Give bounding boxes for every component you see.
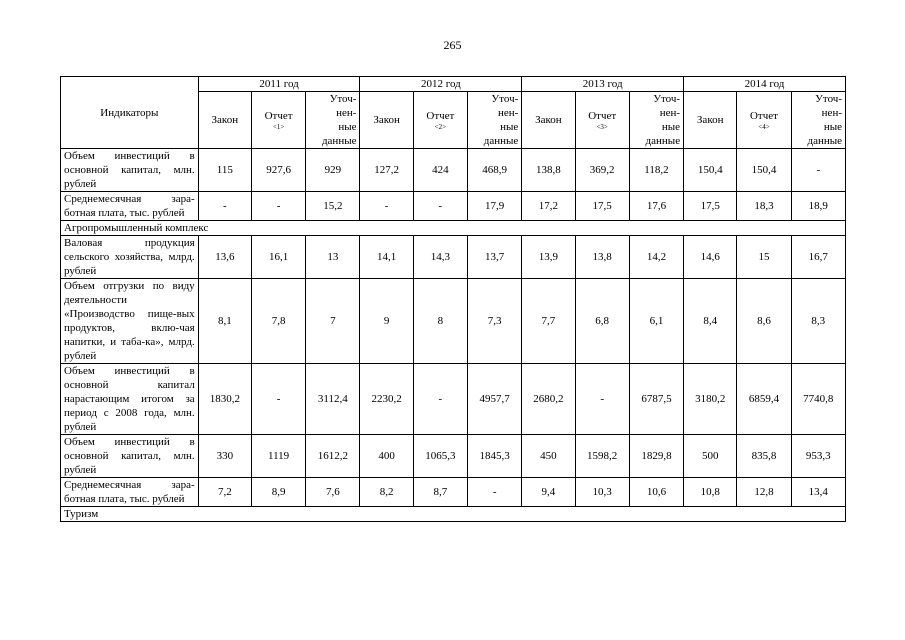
subheader-cell bbox=[737, 92, 791, 149]
indicator-label: Среднемесячная зара-ботная плата, тыс. рублей bbox=[61, 192, 199, 221]
table-row bbox=[61, 149, 846, 192]
value-cell: - bbox=[413, 192, 467, 221]
table-row bbox=[61, 279, 846, 364]
indicator-label: Объем инвестиций в основной капитал нарастающим итогом за период с 2008 года, млн. рублей bbox=[61, 364, 199, 435]
value-cell: 6,8 bbox=[575, 279, 629, 364]
value-cell: 10,8 bbox=[684, 478, 737, 507]
year-header-row bbox=[61, 77, 846, 92]
value-cell: - bbox=[360, 192, 413, 221]
value-cell: 1829,8 bbox=[629, 435, 683, 478]
value-cell: 7,7 bbox=[522, 279, 575, 364]
subheader-label: Отчет bbox=[426, 110, 455, 122]
subheader-cell bbox=[413, 92, 467, 149]
value-cell: 953,3 bbox=[791, 435, 845, 478]
value-cell: 9,4 bbox=[522, 478, 575, 507]
subheader-cell bbox=[306, 92, 360, 149]
value-cell: 14,2 bbox=[629, 236, 683, 279]
value-cell: 1612,2 bbox=[306, 435, 360, 478]
value-cell: 1119 bbox=[251, 435, 305, 478]
subheader-footnote: <1> bbox=[272, 123, 285, 131]
value-cell: 9 bbox=[360, 279, 413, 364]
value-cell: 13,9 bbox=[522, 236, 575, 279]
value-cell: 330 bbox=[198, 435, 251, 478]
value-cell: 2230,2 bbox=[360, 364, 413, 435]
subheader-cell bbox=[684, 92, 737, 149]
subheader-cell bbox=[198, 92, 251, 149]
subheader-label: Закон bbox=[696, 114, 724, 126]
value-cell: 8,4 bbox=[684, 279, 737, 364]
value-cell: - bbox=[198, 192, 251, 221]
subheader-footnote: <3> bbox=[596, 123, 608, 131]
value-cell: 450 bbox=[522, 435, 575, 478]
year-2012-header: 2012 год bbox=[360, 77, 522, 92]
table-row bbox=[61, 192, 846, 221]
value-cell: 15 bbox=[737, 236, 791, 279]
table-row bbox=[61, 364, 846, 435]
value-cell: 7,3 bbox=[468, 279, 522, 364]
table-body bbox=[61, 149, 846, 522]
value-cell: 400 bbox=[360, 435, 413, 478]
subheader-cell bbox=[791, 92, 845, 149]
value-cell: 13 bbox=[306, 236, 360, 279]
section-row bbox=[61, 221, 846, 236]
value-cell: 7,2 bbox=[198, 478, 251, 507]
value-cell: - bbox=[468, 478, 522, 507]
table-row bbox=[61, 435, 846, 478]
value-cell: 14,3 bbox=[413, 236, 467, 279]
section-label: Агропромышленный комплекс bbox=[61, 221, 846, 236]
value-cell: 4957,7 bbox=[468, 364, 522, 435]
value-cell: 7740,8 bbox=[791, 364, 845, 435]
value-cell: 1830,2 bbox=[198, 364, 251, 435]
value-cell: 17,5 bbox=[684, 192, 737, 221]
indicator-label: Объем инвестиций в основной капитал, млн. рублей bbox=[61, 149, 199, 192]
value-cell: 16,1 bbox=[251, 236, 305, 279]
value-cell: 6859,4 bbox=[737, 364, 791, 435]
year-2013-header: 2013 год bbox=[522, 77, 684, 92]
page-number: 265 bbox=[443, 38, 462, 52]
subheader-label: Отчет bbox=[588, 110, 617, 122]
value-cell: 6,1 bbox=[629, 279, 683, 364]
value-cell: 8,7 bbox=[413, 478, 467, 507]
value-cell: - bbox=[575, 364, 629, 435]
value-cell: 138,8 bbox=[522, 149, 575, 192]
value-cell: 8,6 bbox=[737, 279, 791, 364]
subheader-label: Закон bbox=[211, 114, 239, 126]
value-cell: 8,1 bbox=[198, 279, 251, 364]
value-cell: 14,1 bbox=[360, 236, 413, 279]
value-cell: 13,7 bbox=[468, 236, 522, 279]
value-cell: 1598,2 bbox=[575, 435, 629, 478]
value-cell: 150,4 bbox=[737, 149, 791, 192]
subheader-label: Уточ- нен- ные данные bbox=[807, 93, 842, 147]
value-cell: 17,9 bbox=[468, 192, 522, 221]
value-cell: 13,6 bbox=[198, 236, 251, 279]
indicator-label: Валовая продукция сельского хозяйства, млрд. рублей bbox=[61, 236, 199, 279]
subheader-label: Уточ- нен- ные данные bbox=[321, 93, 357, 147]
value-cell: - bbox=[251, 364, 305, 435]
value-cell: 6787,5 bbox=[629, 364, 683, 435]
indicator-label: Объем инвестиций в основной капитал, млн. рублей bbox=[61, 435, 199, 478]
table-row bbox=[61, 236, 846, 279]
value-cell: 14,6 bbox=[684, 236, 737, 279]
subheader-cell bbox=[629, 92, 683, 149]
value-cell: 17,2 bbox=[522, 192, 575, 221]
value-cell: 118,2 bbox=[629, 149, 683, 192]
indicator-header: Индикаторы bbox=[61, 77, 199, 149]
value-cell: - bbox=[791, 149, 845, 192]
value-cell: 127,2 bbox=[360, 149, 413, 192]
value-cell: 8,2 bbox=[360, 478, 413, 507]
value-cell: 8,9 bbox=[251, 478, 305, 507]
value-cell: 1065,3 bbox=[413, 435, 467, 478]
value-cell: 115 bbox=[198, 149, 251, 192]
value-cell: 12,8 bbox=[737, 478, 791, 507]
value-cell: 468,9 bbox=[468, 149, 522, 192]
subheader-footnote: <4> bbox=[758, 123, 770, 131]
value-cell: 16,7 bbox=[791, 236, 845, 279]
value-cell: 17,5 bbox=[575, 192, 629, 221]
subheader-cell bbox=[360, 92, 413, 149]
value-cell: 424 bbox=[413, 149, 467, 192]
value-cell: 500 bbox=[684, 435, 737, 478]
value-cell: 2680,2 bbox=[522, 364, 575, 435]
value-cell: 15,2 bbox=[306, 192, 360, 221]
value-cell: 7 bbox=[306, 279, 360, 364]
subheader-footnote: <2> bbox=[434, 123, 447, 131]
value-cell: 1845,3 bbox=[468, 435, 522, 478]
year-2011-header: 2011 год bbox=[198, 77, 360, 92]
indicator-label: Объем отгрузки по виду деятельности «Производство пище-вых продуктов, вклю-чая напитки, и таба-ка», млрд. рублей bbox=[61, 279, 199, 364]
subheader-cell bbox=[522, 92, 575, 149]
subheader-cell bbox=[251, 92, 305, 149]
value-cell: 17,6 bbox=[629, 192, 683, 221]
value-cell: 8 bbox=[413, 279, 467, 364]
value-cell: - bbox=[413, 364, 467, 435]
subheader-cell bbox=[468, 92, 522, 149]
value-cell: 18,9 bbox=[791, 192, 845, 221]
indicator-label: Среднемесячная зара-ботная плата, тыс. рублей bbox=[61, 478, 199, 507]
subheader-cell bbox=[575, 92, 629, 149]
value-cell: 10,3 bbox=[575, 478, 629, 507]
subheader-label: Уточ- нен- ные данные bbox=[645, 93, 681, 147]
value-cell: 18,3 bbox=[737, 192, 791, 221]
value-cell: 927,6 bbox=[251, 149, 305, 192]
value-cell: 8,3 bbox=[791, 279, 845, 364]
table-row bbox=[61, 478, 846, 507]
subheader-label: Закон bbox=[535, 114, 562, 126]
subheader-label: Отчет bbox=[749, 110, 778, 122]
value-cell: 3112,4 bbox=[306, 364, 360, 435]
subheader-label: Уточ- нен- ные данные bbox=[483, 93, 519, 147]
value-cell: 150,4 bbox=[684, 149, 737, 192]
value-cell: 7,8 bbox=[251, 279, 305, 364]
section-row bbox=[61, 507, 846, 522]
year-2014-header: 2014 год bbox=[684, 77, 846, 92]
subheader-label: Отчет bbox=[264, 110, 293, 122]
value-cell: 13,8 bbox=[575, 236, 629, 279]
value-cell: 10,6 bbox=[629, 478, 683, 507]
value-cell: 369,2 bbox=[575, 149, 629, 192]
value-cell: 3180,2 bbox=[684, 364, 737, 435]
value-cell: 13,4 bbox=[791, 478, 845, 507]
subheader-label: Закон bbox=[373, 114, 400, 126]
value-cell: 7,6 bbox=[306, 478, 360, 507]
indicators-table bbox=[60, 76, 846, 522]
value-cell: 835,8 bbox=[737, 435, 791, 478]
section-label: Туризм bbox=[61, 507, 846, 522]
value-cell: 929 bbox=[306, 149, 360, 192]
value-cell: - bbox=[251, 192, 305, 221]
